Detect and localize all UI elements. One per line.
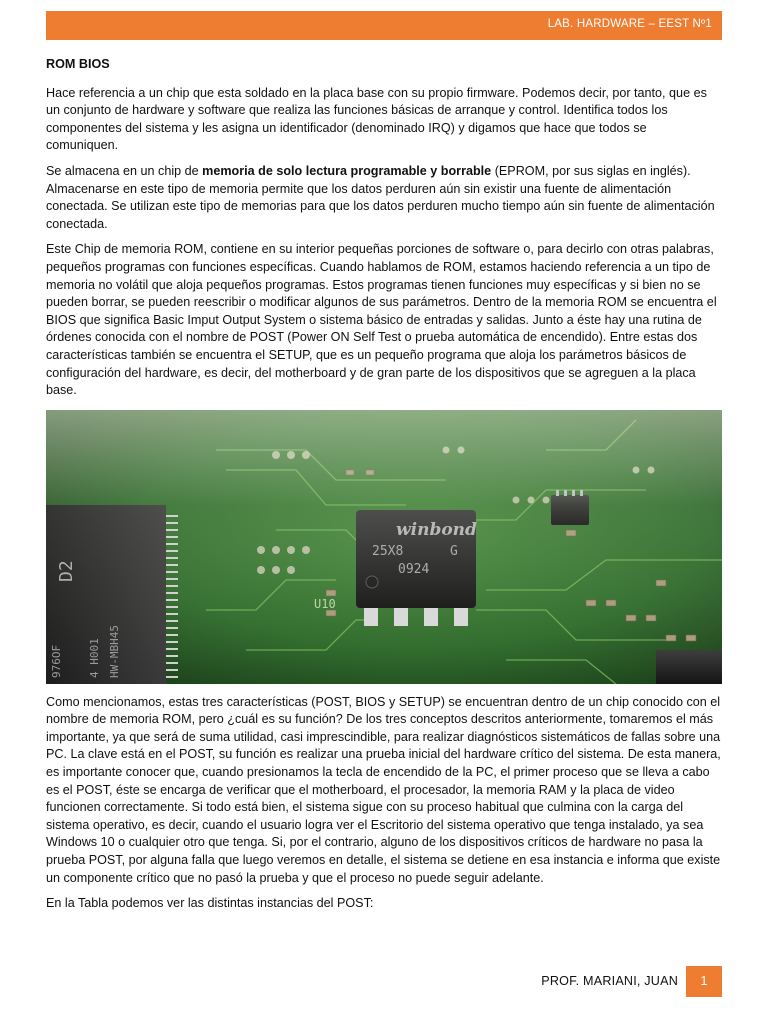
paragraph-rom-chip: Este Chip de memoria ROM, contiene en su interior pequeñas porciones de software o, para decirlo con otras palabras, pequeños programas con funciones específicas. Cuando hablamos de ROM, estamos haciendo referencia a un tipo de memoria no volátil que aloja pequeños programas. Estos programas tienen funciones muy específicas y si bien no se pueden borrar, se pueden reescribir o modificar algunos de sus parámetros. Dentro de la memoria ROM se encuentra el BIOS que significa Basic Imput Output System o sistema básico de entradas y salidas. Junto a éste hay una rutina de órdenes conocida con el nombre de POST (Power ON Self Test o prueba automática de encendido). Entre estas dos características también se encuentra el SETUP, que es un pequeño programa que aloja los parámetros básicos de configuración del hardware, es decir, del motherboard y de gran parte de los dispositivos que se agreguen a la placa base.: [46, 242, 717, 398]
circuit-board-illustration: [46, 410, 722, 684]
paragraph-rom-definition: Hace referencia a un chip que esta soldado en la placa base con su propio firmware. Podemos decir, por tanto, que es un conjunto de hardware y software que realiza las funciones básicas de arranque y control. Identifica todos los componentes del sistema y les asigna un identificador (denominado IRQ) y digamos que hace que todos se comuniquen.: [46, 85, 707, 153]
circuit-board-photo: [46, 410, 722, 684]
paragraph-post-function: Como mencionamos, estas tres características (POST, BIOS y SETUP) se encuentran dentro de un chip conocido con el nombre de memoria ROM, pero ¿cuál es su función? De los tres conceptos descritos anteriormente, tomaremos el más importante, ya que será de suma utilidad, casi imprescindible, para realizar diagnósticos sistemáticos de fallas sobre una PC. La clave está en el POST, su función es realizar una prueba inicial del hardware crítico del sistema. De esta manera, es importante conocer que, cuando presionamos la tecla de encendido de la PC, el primer proceso que se lleva a cabo es el POST, éste se encarga de verificar que el motherboard, el procesador, la memoria RAM y la placa de video funcionen correctamente. Si todo está bien, el sistema sigue con su proceso habitual que culmina con la carga del sistema operativo, es decir, cuando el usuario logra ver el Escritorio del sistema operativo que tenga instalado, ya sea Windows 10 o cualquier otro que tenga. Si, por el contrario, alguno de los dispositivos críticos de hardware no pasa la prueba POST, por alguna falla que luego veremos en detalle, el sistema se detiene en esa instancia e informa que existe un componente crítico que no pasó la prueba y que el proceso no puede seguir adelante.: [46, 694, 721, 885]
section-title: ROM BIOS: [46, 57, 110, 71]
page-number: 1: [686, 966, 722, 997]
header-label: LAB. HARDWARE – EEST Nº1: [547, 18, 712, 30]
header-bar: [46, 11, 722, 40]
paragraph-eprom: [46, 163, 722, 233]
paragraph-eprom-end: (EPROM, por sus siglas en inglés). Almacenarse en este tipo de memoria permite que los datos perduren aún sin existir una fuente de alimentación conectada. Se utilizan este tipo de memorias para que los datos perduren mucho tiempo aún sin fuente de alimentación conectada.: [46, 163, 715, 231]
paragraph-table-intro: En la Tabla podemos ver las distintas instancias del POST:: [46, 896, 374, 911]
document-body: [46, 56, 722, 921]
paragraph-eprom-start: Se almacena en un chip de: [46, 163, 203, 178]
paragraph-eprom-bold: memoria de solo lectura programable y borrable: [202, 163, 492, 178]
footer-author: PROF. MARIANI, JUAN: [541, 974, 678, 988]
